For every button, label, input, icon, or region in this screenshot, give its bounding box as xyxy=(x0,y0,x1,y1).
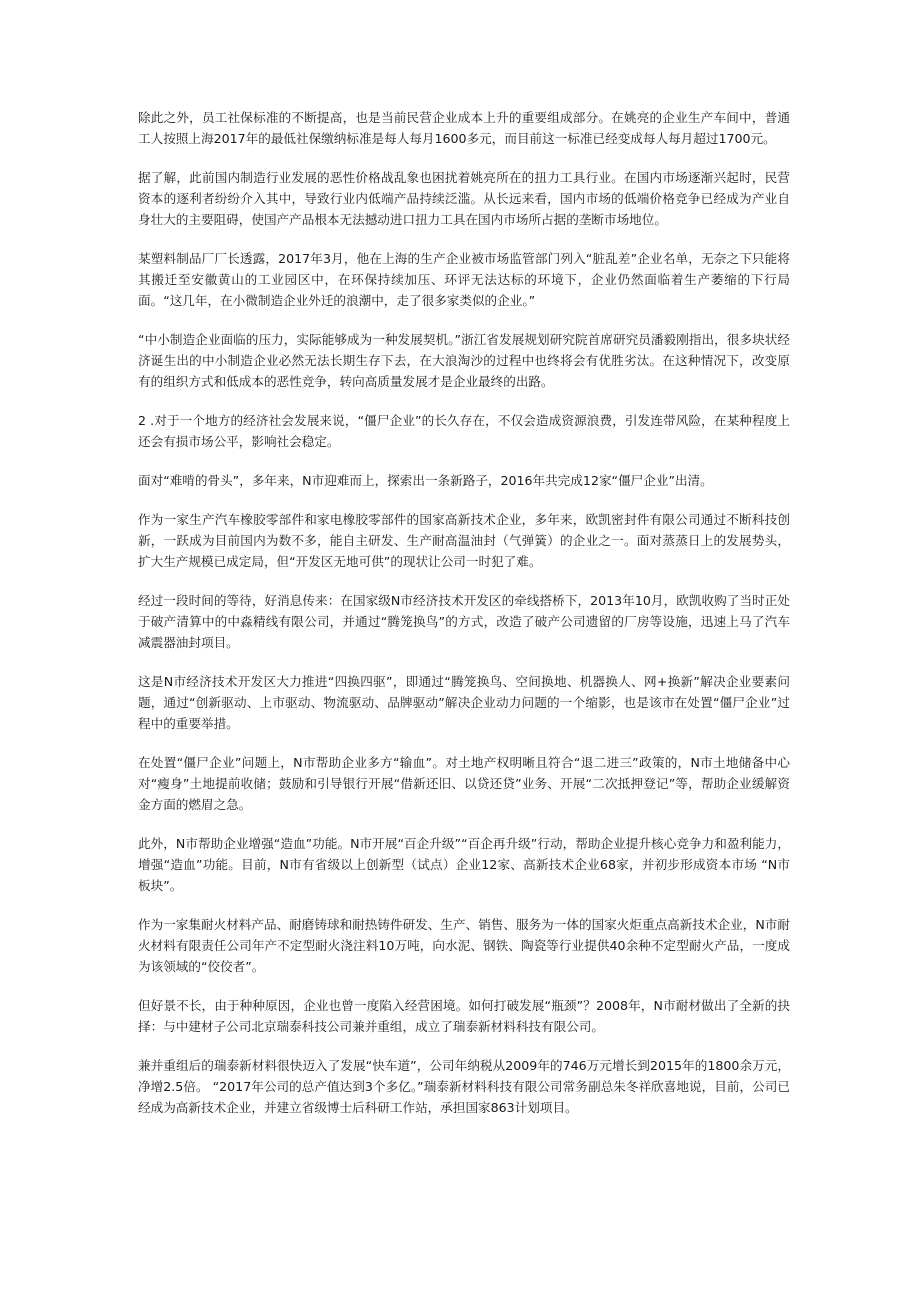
paragraph-refractory-company: 作为一家集耐火材料产品、耐磨铸球和耐热铸件研发、生产、销售、服务为一体的国家火炬重点高新技术企业，N市耐火材料有限责任公司年产不定型耐火浇注料10万吨，向水泥、钢铁、陶瓷等行业提供40余种不定型耐火产品，一度成为该领域的“佼佼者”。 xyxy=(138,917,790,974)
paragraph-price-war: 据了解，此前国内制造行业发展的恶性价格战乱象也困扰着姚亮所在的扭力工具行业。在国内市场逐渐兴起时，民营资本的逐利者纷纷介入其中，导致行业内低端产品持续泛滥。从长远来看，国内市场的低端价格竞争已经成为产业自身壮大的主要阻碍，使国产产品根本无法撼动进口扭力工具在国内市场所占据的垄断市场地位。 xyxy=(138,170,790,227)
paragraph-social-insurance: 除此之外，员工社保标准的不断提高，也是当前民营企业成本上升的重要组成部分。在姚亮的企业生产车间中，普通工人按照上海2017年的最低社保缴纳标准是每人每月1600多元，而目前这一标准已经变成每人每月超过1700元。 xyxy=(138,110,790,146)
paragraph-zombie-intro: 2 .对于一个地方的经济社会发展来说，“僵尸企业”的长久存在，不仅会造成资源浪费，引发连带风险，在某种程度上还会有损市场公平，影响社会稳定。 xyxy=(138,413,790,449)
paragraph-blood-making: 此外，N市帮助企业增强“造血”功能。N市开展“百企升级”“百企再升级”行动，帮助企业提升核心竞争力和盈利能力，增强“造血”功能。目前，N市有省级以上创新型（试点）企业12家、高新技术企业68家，并初步形成资本市场 “N市板块”。 xyxy=(138,836,790,893)
paragraph-expert-quote: “中小制造企业面临的压力，实际能够成为一种发展契机。”浙江省发展规划研究院首席研究员潘毅刚指出，很多块状经济诞生出的中小制造企业必然无法长期生存下去，在大浪淘沙的过程中也终将会有优胜劣汰。在这种情况下，改变原有的组织方式和低成本的恶性竞争，转向高质量发展才是企业最终的出路。 xyxy=(138,332,790,389)
paragraph-oukai-company: 作为一家生产汽车橡胶零部件和家电橡胶零部件的国家高新技术企业，多年来，欧凯密封件有限公司通过不断科技创新，一跃成为目前国内为数不多，能自主研发、生产耐高温油封（气弹簧）的企业之一。面对蒸蒸日上的发展势头，扩大生产规模已成定局，但“开发区无地可供”的现状让公司一时犯了难。 xyxy=(138,512,790,569)
paragraph-plastics-factory: 某塑料制品厂厂长透露，2017年3月，他在上海的生产企业被市场监管部门列入“脏乱差”企业名单，无奈之下只能将其搬迁至安徽黄山的工业园区中，在环保持续加压、环评无法达标的环境下，企业仍然面临着生产萎缩的下行局面。“这几年，在小微制造企业外迁的浪潮中，走了很多家类似的企业。” xyxy=(138,251,790,308)
paragraph-four-swaps: 这是N市经济技术开发区大力推进“四换四驱”，即通过“腾笼换鸟、空间换地、机器换人、网+换新”解决企业要素问题，通过“创新驱动、上市驱动、物流驱动、品牌驱动”解决企业动力问题的一个缩影，也是该市在处置“僵尸企业”过程中的重要举措。 xyxy=(138,674,790,731)
document-body xyxy=(138,107,790,1136)
paragraph-blood-transfusion: 在处置“僵尸企业”问题上，N市帮助企业多方“输血”。对土地产权明晰且符合“退二进三”政策的，N市土地储备中心对“瘦身”土地提前收储；鼓励和引导银行开展“借新还旧、以贷还贷”业务、开展“二次抵押登记”等，帮助企业缓解资金方面的燃眉之急。 xyxy=(138,755,790,812)
paragraph-restructuring: 但好景不长，由于种种原因，企业也曾一度陷入经营困境。如何打破发展“瓶颈”？2008年，N市耐材做出了全新的抉择：与中建材子公司北京瑞泰科技公司兼并重组，成立了瑞泰新材料科技有限公司。 xyxy=(138,998,790,1034)
paragraph-oukai-acquisition: 经过一段时间的等待，好消息传来：在国家级N市经济技术开发区的牵线搭桥下，2013年10月，欧凯收购了当时正处于破产清算中的中淼精线有限公司，并通过“腾笼换鸟”的方式，改造了破产公司遗留的厂房等设施，迅速上马了汽车减震器油封项目。 xyxy=(138,593,790,650)
paragraph-ruitai-growth: 兼并重组后的瑞泰新材料很快迈入了发展“快车道”，公司年纳税从2009年的746万元增长到2015年的1800余万元，净增2.5倍。 “2017年公司的总产值达到3个多亿。”瑞泰新材料科技有限公司常务副总朱冬祥欣喜地说，目前，公司已经成为高新技术企业，并建立省级博士后科研工作站，承担国家863计划项目。 xyxy=(138,1058,790,1115)
paragraph-n-city-clearance: 面对“难啃的骨头”，多年来，N市迎难而上，探索出一条新路子，2016年共完成12家“僵尸企业”出清。 xyxy=(138,473,713,488)
